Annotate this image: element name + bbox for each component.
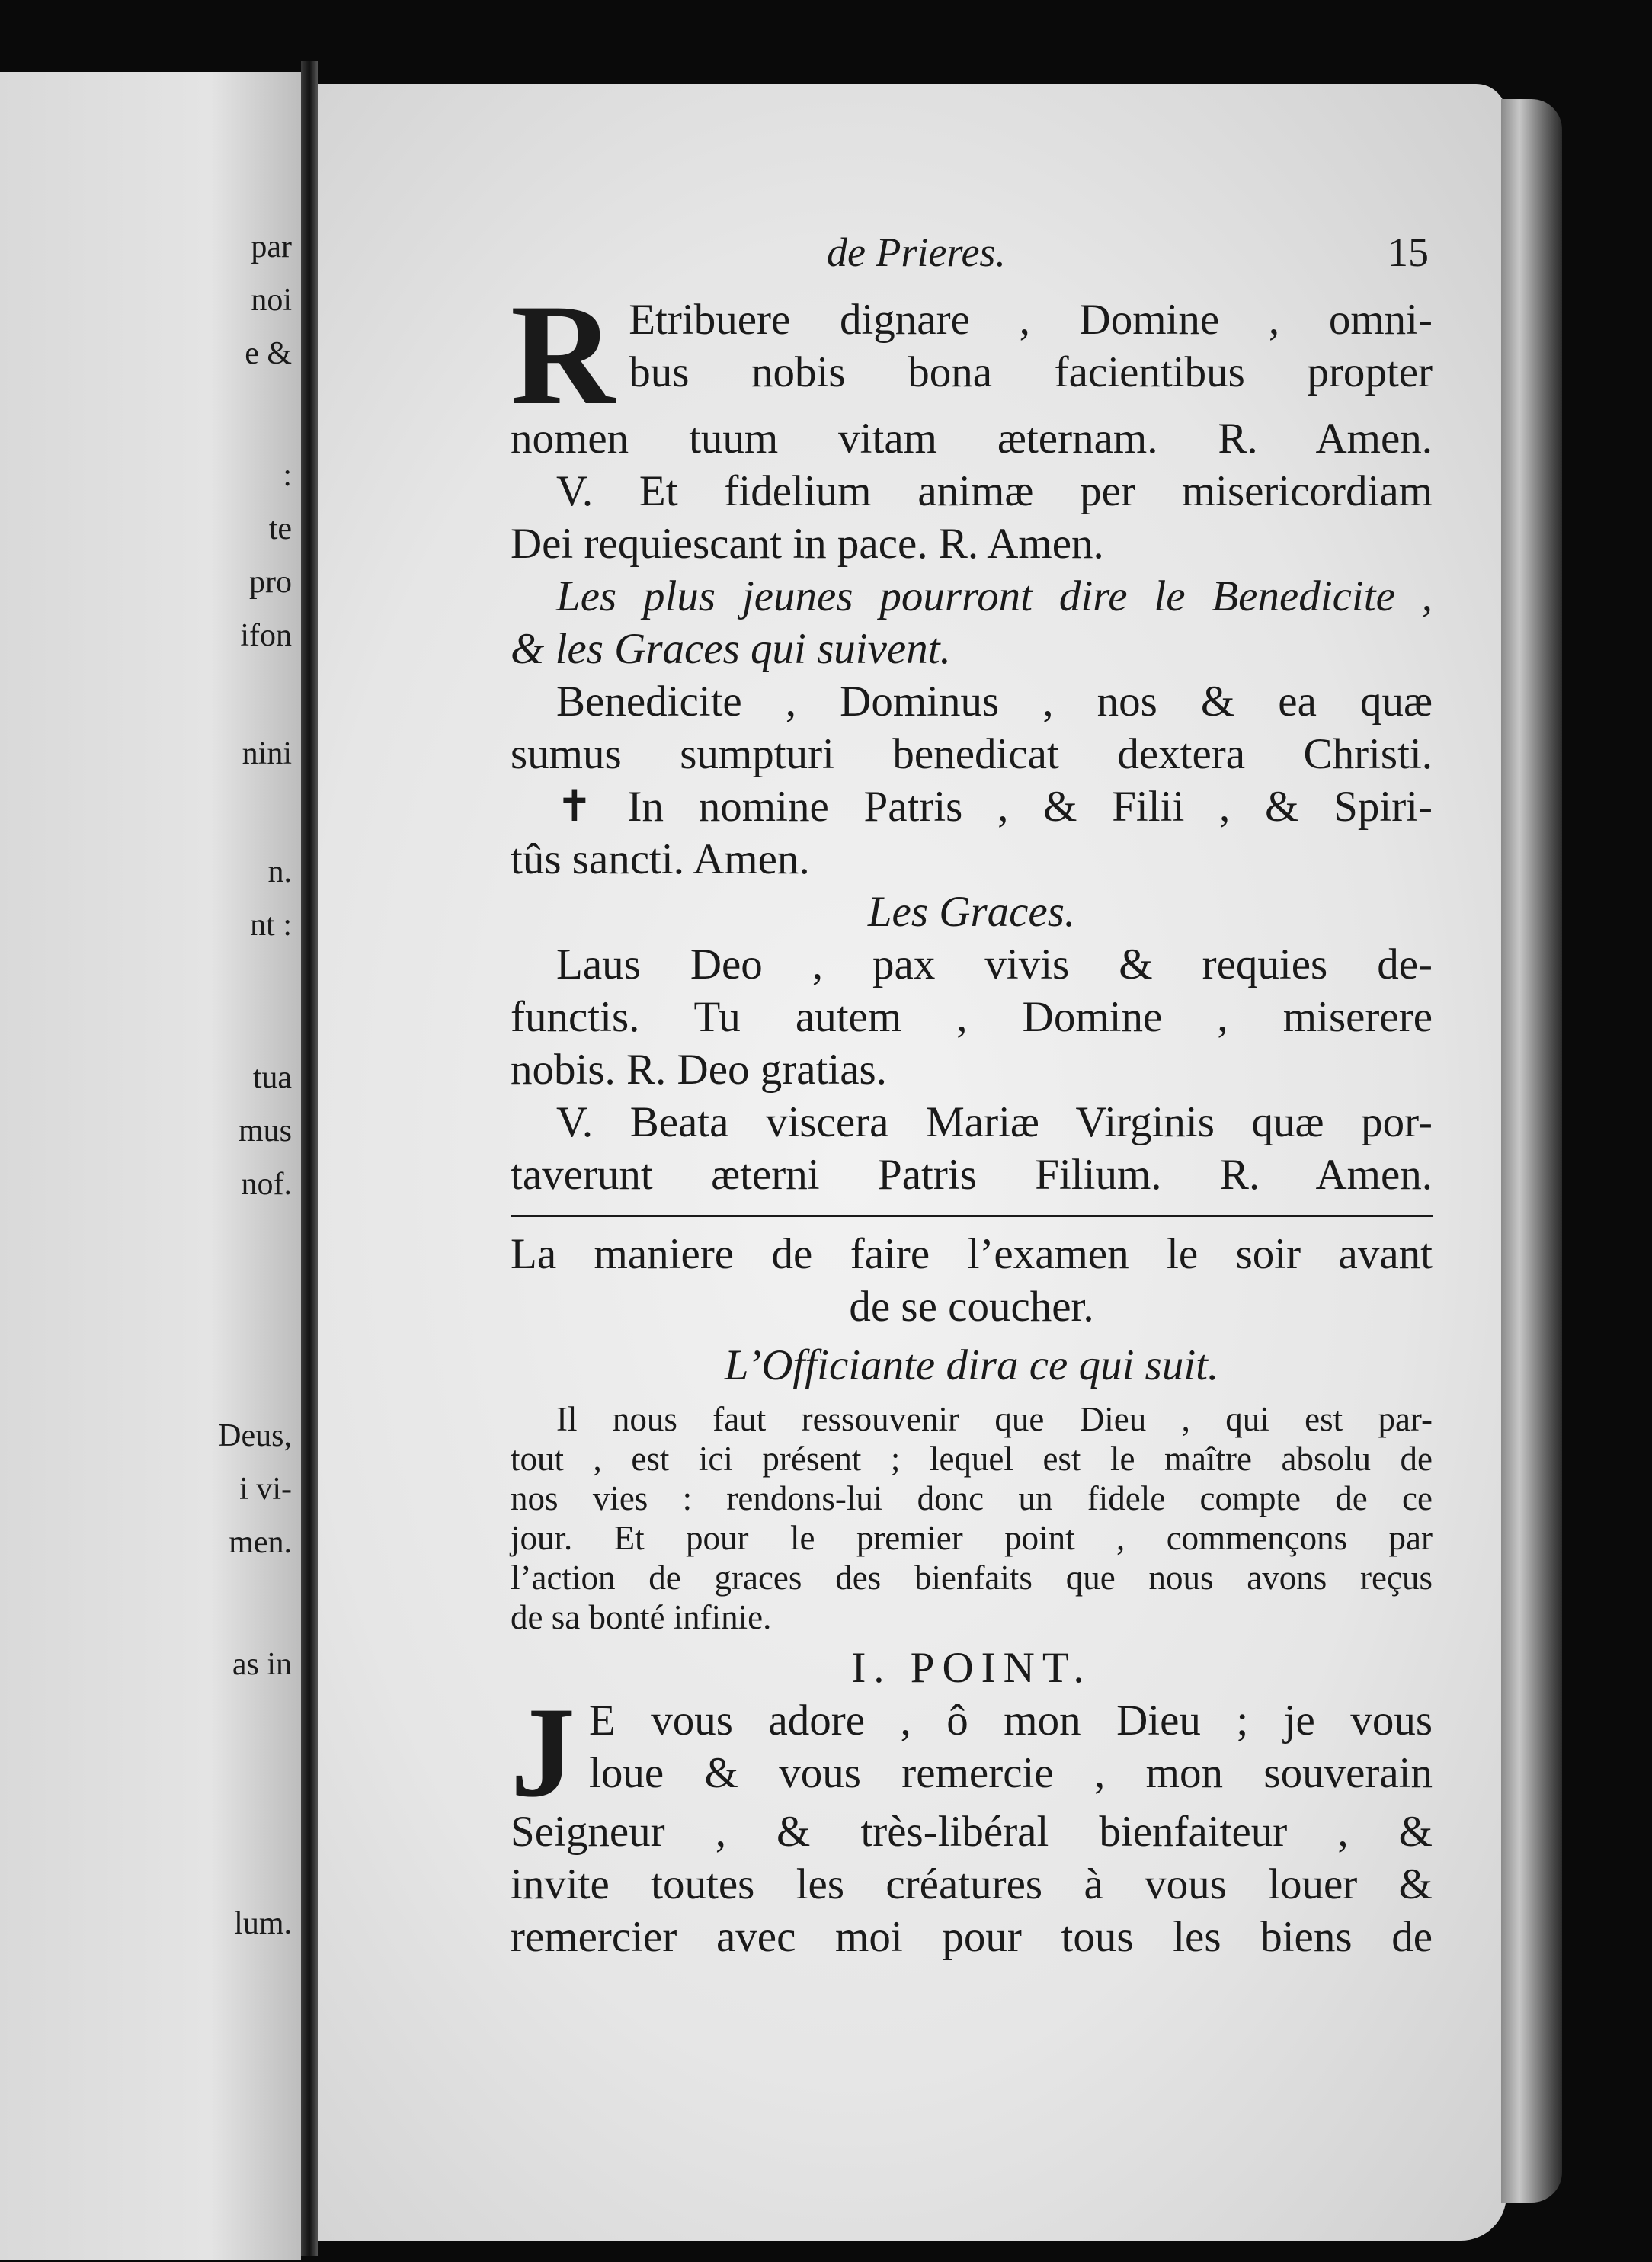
graces-heading: Les Graces. <box>867 888 1076 936</box>
left-page-fragment: nof. <box>241 1167 292 1202</box>
left-page-fragment: lum. <box>234 1906 292 1941</box>
text-line: Dei requiescant in pace. R. Amen. <box>511 520 1104 568</box>
left-page-fragment: i vi- <box>239 1472 292 1507</box>
section-divider <box>511 1215 1433 1217</box>
left-page-fragment: e & <box>245 336 292 371</box>
running-head: de Prieres. <box>827 229 1006 275</box>
drop-cap: J <box>511 1680 575 1824</box>
officiant-rubric: L’Officiante dira ce qui suit. <box>724 1341 1219 1389</box>
left-page-fragment: tua <box>252 1060 292 1095</box>
left-page-fragment: ifon <box>240 618 292 653</box>
left-page <box>0 72 301 2260</box>
left-page-fragment: nt : <box>250 908 292 943</box>
left-page-fragment: te <box>268 511 292 546</box>
text-line: bus nobis bona facientibus propter <box>629 348 1433 396</box>
text-line: invite toutes les créatures à vous louer & <box>511 1860 1433 1908</box>
text-line: l’action de graces des bienfaits que nous avons reçus <box>511 1559 1433 1597</box>
text-line: Benedicite , Dominus , nos & ea quæ <box>556 678 1433 726</box>
text-line: sumus sumpturi benedicat dextera Christi. <box>511 730 1433 778</box>
left-page-fragment: Deus, <box>218 1418 292 1453</box>
paragraph-retribuere <box>511 275 1433 465</box>
text-line: Etribuere dignare , Domine , omni- <box>629 296 1433 344</box>
text-line: nos vies : rendons-lui donc un fidele compte de ce <box>511 1479 1433 1517</box>
section-title: La maniere de faire l’examen le soir avant <box>511 1230 1433 1278</box>
left-page-fragment: par <box>251 229 292 264</box>
text-line: V. Et fidelium animæ per misericordiam <box>556 467 1433 515</box>
left-page-fragment: nini <box>242 736 292 771</box>
left-page-fragment: mus <box>238 1113 292 1149</box>
text-line: V. Beata viscera Mariæ Virginis quæ por- <box>556 1098 1433 1146</box>
instruction-paragraph <box>511 1399 1433 1637</box>
left-page-fragment: n. <box>267 854 292 889</box>
left-page-fragment: men. <box>229 1525 292 1560</box>
book-gutter <box>301 61 318 2256</box>
rubric-line: & les Graces qui suivent. <box>511 625 951 673</box>
text-line: E vous adore , ô mon Dieu ; je vous <box>589 1696 1433 1745</box>
rubric-line: Les plus jeunes pourront dire le Benedicite , <box>556 572 1433 620</box>
left-page-fragment: pro <box>249 565 292 600</box>
left-page-fragment: noi <box>251 283 292 318</box>
text-line: nobis. R. Deo gratias. <box>511 1046 887 1094</box>
page-number: 15 <box>1388 229 1429 275</box>
text-line: tout , est ici présent ; lequel est le maître absolu de <box>511 1440 1433 1478</box>
left-page-fragment: : <box>283 458 292 493</box>
text-line: de sa bonté infinie. <box>511 1598 772 1636</box>
text-line: Seigneur , & très-libéral bienfaiteur , & <box>511 1808 1433 1856</box>
text-line: taverunt æterni Patris Filium. R. Amen. <box>511 1151 1433 1199</box>
text-line: Laus Deo , pax vivis & requies de- <box>556 940 1433 988</box>
text-line: loue & vous remercie , mon souverain <box>589 1749 1433 1797</box>
drop-cap: R <box>511 275 616 435</box>
page-body <box>511 275 1433 1963</box>
left-page-fragment: as in <box>232 1647 292 1682</box>
text-line: tûs sancti. Amen. <box>511 835 810 883</box>
text-line: functis. Tu autem , Domine , miserere <box>511 993 1433 1041</box>
point-heading: I. POINT. <box>851 1644 1092 1692</box>
text-line: remercier avec moi pour tous les biens de <box>511 1913 1433 1961</box>
text-line: jour. Et pour le premier point , commençons par <box>511 1519 1433 1557</box>
page-edge <box>1501 99 1562 2203</box>
text-line: nomen tuum vitam æternam. R. Amen. <box>511 415 1433 463</box>
text-line: ✝ In nomine Patris , & Filii , & Spiri- <box>556 783 1433 831</box>
paragraph-je-vous-adore <box>511 1680 1433 1963</box>
text-line: Il nous faut ressouvenir que Dieu , qui est par- <box>556 1400 1433 1438</box>
section-title: de se coucher. <box>849 1283 1094 1331</box>
